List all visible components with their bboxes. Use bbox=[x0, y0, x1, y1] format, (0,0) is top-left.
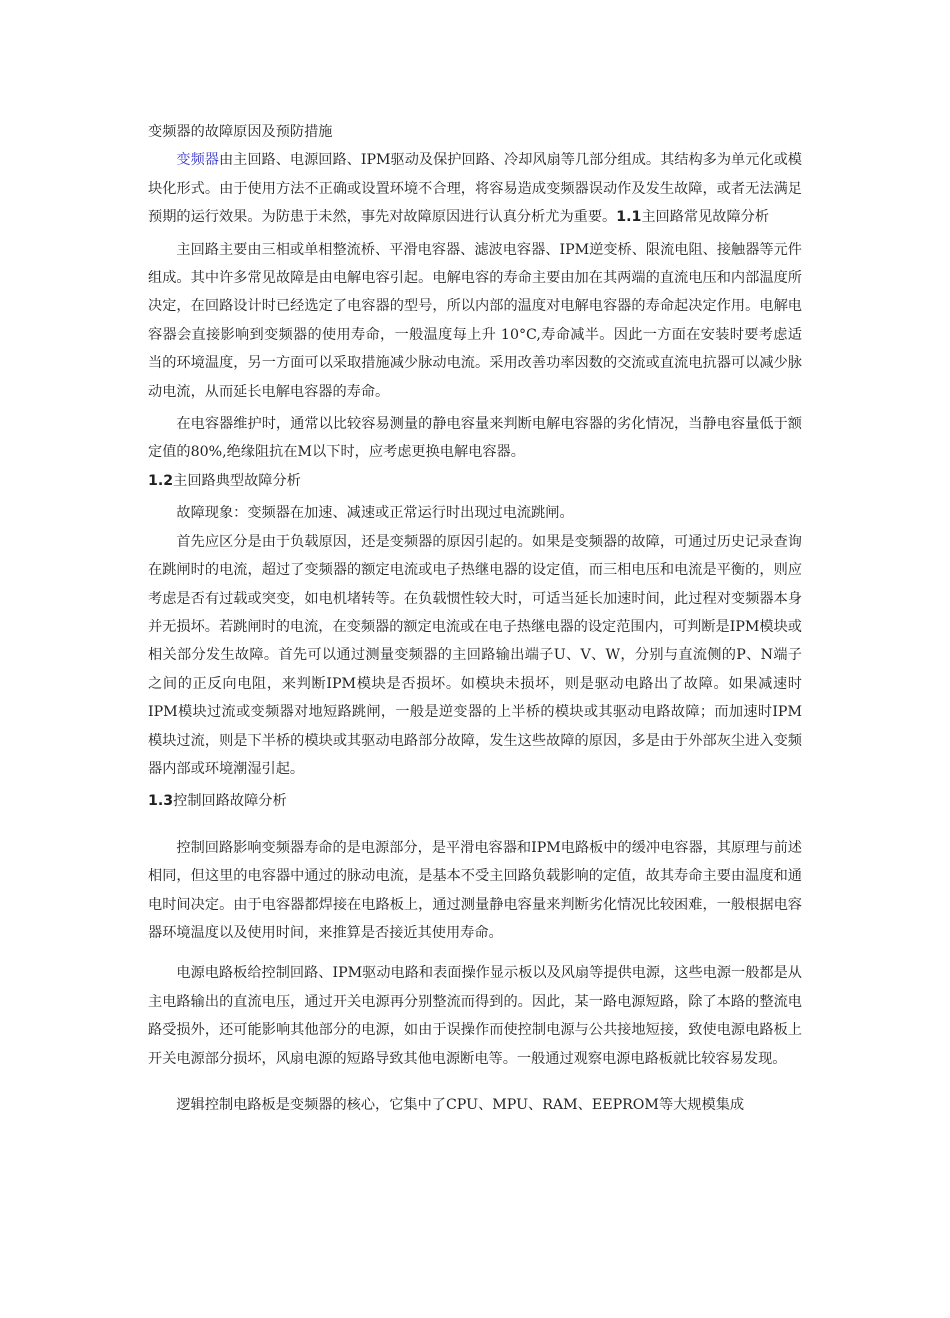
section-1-2-number: 1.2 bbox=[148, 472, 174, 489]
intro-paragraph bbox=[148, 146, 802, 231]
spacer bbox=[148, 816, 802, 834]
intro-text: 由主回路、电源回路、IPM驱动及保护回路、冷却风扇等几部分组成。其结构多为单元化或模块化形式。由于使用方法不正确或设置环境不合理，将容易造成变频器误动作及发生故障，或者无法满足预期的运行效果。为防患于未然，事先对故障原因进行认真分析尤为重要。 bbox=[148, 152, 802, 226]
spacer bbox=[148, 947, 802, 959]
section-1-3-paragraph-1: 控制回路影响变频器寿命的是电源部分，是平滑电容器和IPM电路板中的缓冲电容器，其原理与前述相同，但这里的电容器中通过的脉动电流，是基本不受主回路负载影响的定值，故其寿命主要由温度和通电时间决定。由于电容器都焊接在电路板上，通过测量静电容量来判断劣化情况比较困难，一般根据电容器环境温度以及使用时间，来推算是否接近其使用寿命。 bbox=[148, 839, 802, 941]
section-1-2-paragraph: 首先应区分是由于负载原因，还是变频器的原因引起的。如果是变频器的故障，可通过历史记录查询在跳闸时的电流，超过了变频器的额定电流或电子热继电器的设定值，而三相电压和电流是平衡的，则应考虑是否有过载或突变，如电机堵转等。在负载惯性较大时，可适当延长加速时间，此过程对变频器本身并无损坏。若跳闸时的电流，在变频器的额定电流或在电子热继电器的设定范围内，可判断是IPM模块或相关部分发生故障。首先可以通过测量变频器的主回路输出端子U、V、W，分别与直流侧的P、N端子之间的正反向电阻，来判断IPM模块是否损坏。如模块未损坏，则是驱动电路出了故障。如果减速时IPM模块过流或变频器对地短路跳闸，一般是逆变器的上半桥的模块或其驱动电路故障；而加速时IPM模块过流，则是下半桥的模块或其驱动电路部分故障，发生这些故障的原因，多是由于外部灰尘进入变频器内部或环境潮湿引起。 bbox=[148, 533, 802, 777]
section-1-3-paragraph-2: 电源电路板给控制回路、IPM驱动电路和表面操作显示板以及风扇等提供电源，这些电源一般都是从主电路输出的直流电压，通过开关电源再分别整流而得到的。因此，某一路电源短路，除了本路的整流电路受损外，还可能影响其他部分的电源，如由于误操作而使控制电源与公共接地短接，致使电源电路板上开关电源部分损坏，风扇电源的短路导致其他电源断电等。一般通过观察电源电路板就比较容易发现。 bbox=[148, 965, 802, 1067]
section-1-3-number: 1.3 bbox=[148, 793, 174, 810]
section-1-3-heading bbox=[148, 787, 802, 815]
section-1-2-title: 主回路典型故障分析 bbox=[173, 472, 301, 489]
section-1-3-title: 控制回路故障分析 bbox=[173, 793, 287, 810]
spacer bbox=[148, 1073, 802, 1091]
section-1-3-paragraph-3: 逻辑控制电路板是变频器的核心，它集中了CPU、MPU、RAM、EEPROM等大规模集成 bbox=[176, 1097, 745, 1113]
section-1-1-paragraph-2: 在电容器维护时，通常以比较容易测量的静电容量来判断电解电容器的劣化情况，当静电容量低于额定值的80%,绝缘阻抗在M以下时，应考虑更换电解电容器。 bbox=[148, 416, 802, 461]
section-1-1-paragraph-1: 主回路主要由三相或单相整流桥、平滑电容器、滤波电容器、IPM逆变桥、限流电阻、接触器等元件组成。其中许多常见故障是由电解电容引起。电解电容的寿命主要由加在其两端的直流电压和内部温度所决定，在回路设计时已经选定了电容器的型号，所以内部的温度对电解电容器的寿命起决定作用。电解电容器会直接影响到变频器的使用寿命，一般温度每上升 10°C,寿命减半。因此一方面在安装时要考虑适当的环境温度，另一方面可以采取措施减少脉动电流。采用改善功率因数的交流或直流电抗器可以减少脉动电流，从而延长电解电容器的寿命。 bbox=[148, 241, 802, 400]
inverter-link[interactable]: 变频器 bbox=[176, 152, 219, 169]
document-page bbox=[148, 118, 802, 1119]
document-title: 变频器的故障原因及预防措施 bbox=[148, 124, 333, 140]
section-1-1-title: 主回路常见故障分析 bbox=[641, 209, 770, 226]
fault-phenomenon: 故障现象：变频器在加速、减速或正常运行时出现过电流跳闸。 bbox=[176, 505, 574, 522]
section-1-1-number: 1.1 bbox=[616, 209, 642, 226]
section-1-2-heading bbox=[148, 467, 802, 495]
